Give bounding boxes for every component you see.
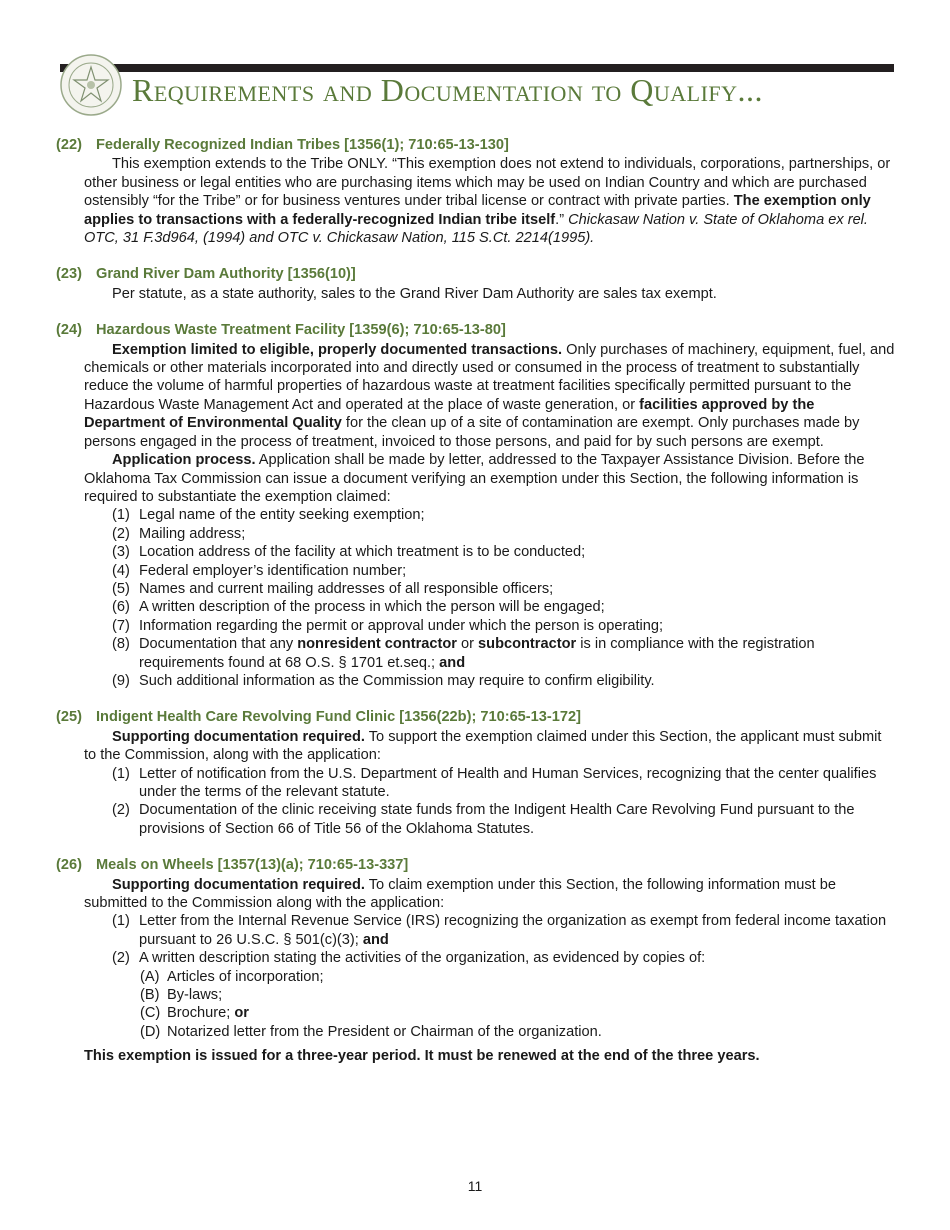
- text: Application shall be made by letter, addressed to the Taxpayer Assistance Division. Before the Oklahoma Tax Commission can issue a document verifying an exemption under this Section, the following information is required to substantiate the exemption claimed:: [84, 452, 865, 505]
- section-title: Hazardous Waste Treatment Facility [1359(6); 710:65-13-80]: [96, 322, 506, 339]
- bold-text: nonresident contractor: [297, 636, 457, 653]
- paragraph: [84, 876, 896, 913]
- item-text: Such additional information as the Commission may require to confirm eligibility.: [139, 672, 655, 689]
- paragraph: Per statute, as a state authority, sales to the Grand River Dam Authority are sales tax exempt.: [112, 285, 717, 302]
- text: This exemption extends to the Tribe ONLY. “This exemption does not extend to individuals, corporations, partnerships, or other business or legal entities who are purchasing items which may be used on Indian Country and which are purchased ostensibly “for the Tribe” or for business ventures under tribal license or contract with private parties.: [84, 156, 891, 210]
- item-text: Names and current mailing addresses of all responsible officers;: [139, 580, 554, 597]
- text: Only purchases of machinery, equipment, fuel, and chemicals or other materials incorporated into and directly used or consumed in the process of treatment to substantially reduce the volume of harmful properties of hazardous waste at treatment facilities specifically permitted pursuant to the Hazardous Waste Management Act and operated at the place of waste generation, or: [84, 341, 895, 413]
- item-text: Location address of the facility at which treatment is to be conducted;: [139, 544, 586, 561]
- list-item: [112, 580, 896, 598]
- list-item: [140, 986, 896, 1004]
- section-25: [56, 708, 896, 838]
- item-number: (A): [140, 968, 160, 985]
- paragraph: [84, 728, 896, 765]
- item-text: Mailing address;: [139, 525, 246, 542]
- case-citation: Chickasaw Nation v. State of Oklahoma ex rel. OTC, 31 F.3d964, (1994) and OTC v. Chickasaw Nation, 115 S.Ct. 2214(1995).: [84, 211, 868, 247]
- list-item: [112, 506, 896, 524]
- list-item: [140, 1023, 896, 1041]
- text: .”: [555, 211, 565, 228]
- list-item: [112, 525, 896, 543]
- item-number: (1): [112, 507, 130, 524]
- item-text: Information regarding the permit or approval under which the person is operating;: [139, 617, 664, 634]
- section-title: Federally Recognized Indian Tribes [1356(1); 710:65-13-130]: [96, 137, 509, 153]
- section-number: (25): [56, 709, 82, 726]
- bold-text: and: [439, 654, 466, 671]
- item-number: (1): [112, 913, 130, 930]
- item-number: (9): [112, 672, 130, 689]
- bold-text: and: [362, 931, 389, 948]
- bold-lead: Supporting documentation required.: [112, 728, 365, 745]
- item-text: By-laws;: [167, 987, 223, 1004]
- text: is in compliance with the registration requirements found at 68 O.S. § 1701 et.seq.;: [139, 636, 815, 671]
- bold-lead: Exemption limited to eligible, properly documented transactions.: [112, 341, 563, 358]
- section-26: [56, 856, 896, 1065]
- bold-text: subcontractor: [478, 636, 577, 653]
- item-text: [139, 635, 896, 672]
- item-text: Notarized letter from the President or Chairman of the organization.: [167, 1023, 602, 1040]
- section-number: (22): [56, 137, 82, 153]
- requirements-list: [112, 912, 896, 967]
- requirements-list: [112, 765, 896, 839]
- requirements-list: [112, 506, 896, 690]
- text: or: [456, 636, 479, 653]
- section-heading: [56, 136, 896, 154]
- item-number: (5): [112, 580, 130, 597]
- text: To claim exemption under this Section, the following information must be submitted to the Commission along with the application:: [84, 876, 836, 912]
- header-bar: [60, 64, 894, 72]
- section-22: [56, 136, 896, 247]
- page-title: Requirements and Documentation to Qualify...: [132, 72, 764, 108]
- list-item: [112, 801, 896, 838]
- list-item: [112, 949, 896, 967]
- list-item: [112, 635, 896, 672]
- list-item: [112, 598, 896, 616]
- section-number: (26): [56, 857, 82, 874]
- item-number: (6): [112, 599, 130, 616]
- main-content: [56, 136, 896, 1084]
- item-number: (C): [140, 1005, 161, 1022]
- item-number: (2): [112, 950, 130, 967]
- item-number: (1): [112, 765, 130, 782]
- item-number: (7): [112, 617, 130, 634]
- item-number: (D): [140, 1023, 161, 1040]
- text: Documentation that any: [139, 636, 298, 653]
- section-title: Meals on Wheels [1357(13)(a); 710:65-13-337]: [96, 857, 409, 874]
- paragraph: [84, 155, 896, 247]
- bold-lead: Supporting documentation required.: [112, 876, 365, 893]
- section-title: Indigent Health Care Revolving Fund Clinic [1356(22b); 710:65-13-172]: [96, 709, 581, 726]
- state-seal-logo: [59, 53, 123, 117]
- item-text: Documentation of the clinic receiving state funds from the Indigent Health Care Revolving Fund pursuant to the provisions of Section 66 of Title 56 of the Oklahoma Statutes.: [139, 802, 855, 837]
- closing-note: This exemption is issued for a three-year period. It must be renewed at the end of the three years.: [84, 1048, 760, 1065]
- item-text: Articles of incorporation;: [167, 968, 324, 985]
- item-number: (4): [112, 562, 130, 579]
- paragraph: [84, 341, 896, 451]
- item-number: (2): [112, 802, 130, 819]
- sub-list: [140, 968, 896, 1042]
- page-number: 11: [467, 1178, 483, 1194]
- item-number: (B): [140, 987, 160, 1004]
- item-text: A written description of the process in which the person will be engaged;: [139, 599, 605, 616]
- bold-text: The exemption only applies to transactions with a federally-recognized Indian tribe itself: [84, 193, 871, 228]
- text: Brochure;: [167, 1005, 235, 1022]
- section-24: [56, 321, 896, 690]
- section-title: Grand River Dam Authority [1356(10)]: [96, 266, 356, 283]
- bold-text: facilities approved by the Department of Environmental Quality: [84, 396, 815, 432]
- section-number: (23): [56, 266, 82, 283]
- item-text: [167, 1004, 896, 1022]
- item-number: (8): [112, 636, 130, 653]
- list-item: [112, 912, 896, 949]
- section-23: [56, 265, 896, 303]
- item-number: (2): [112, 525, 130, 542]
- bold-text: or: [234, 1005, 249, 1022]
- bold-lead: Application process.: [112, 452, 256, 469]
- text: Letter from the Internal Revenue Service (IRS) recognizing the organization as exempt from federal income taxation pursuant to 26 U.S.C. § 501(c)(3);: [139, 913, 887, 948]
- text: To support the exemption claimed under this Section, the applicant must submit to the Commission, along with the application:: [84, 728, 882, 764]
- list-item: [112, 765, 896, 802]
- section-number: (24): [56, 322, 82, 339]
- section-heading: [56, 856, 896, 874]
- list-item: [140, 968, 896, 986]
- item-number: (3): [112, 544, 130, 561]
- list-item: [112, 543, 896, 561]
- item-text: Letter of notification from the U.S. Department of Health and Human Services, recognizing that the center qualifies under the terms of the relevant statute.: [139, 765, 877, 800]
- list-item: [112, 617, 896, 635]
- section-heading: [56, 265, 896, 283]
- list-item: [140, 1004, 896, 1022]
- text: for the clean up of a site of contamination are exempt. Only purchases made by persons engaged in the process of treatment, invoiced to those persons, and paid for by such persons are exempt.: [84, 415, 860, 450]
- item-text: Federal employer’s identification number;: [139, 562, 407, 579]
- section-heading: [56, 708, 896, 726]
- item-text: [139, 912, 896, 949]
- list-item: [112, 672, 896, 690]
- paragraph: [84, 451, 896, 506]
- item-text: A written description stating the activities of the organization, as evidenced by copies of:: [139, 950, 706, 967]
- item-text: Legal name of the entity seeking exemption;: [139, 507, 425, 524]
- section-heading: [56, 321, 896, 339]
- list-item: [112, 562, 896, 580]
